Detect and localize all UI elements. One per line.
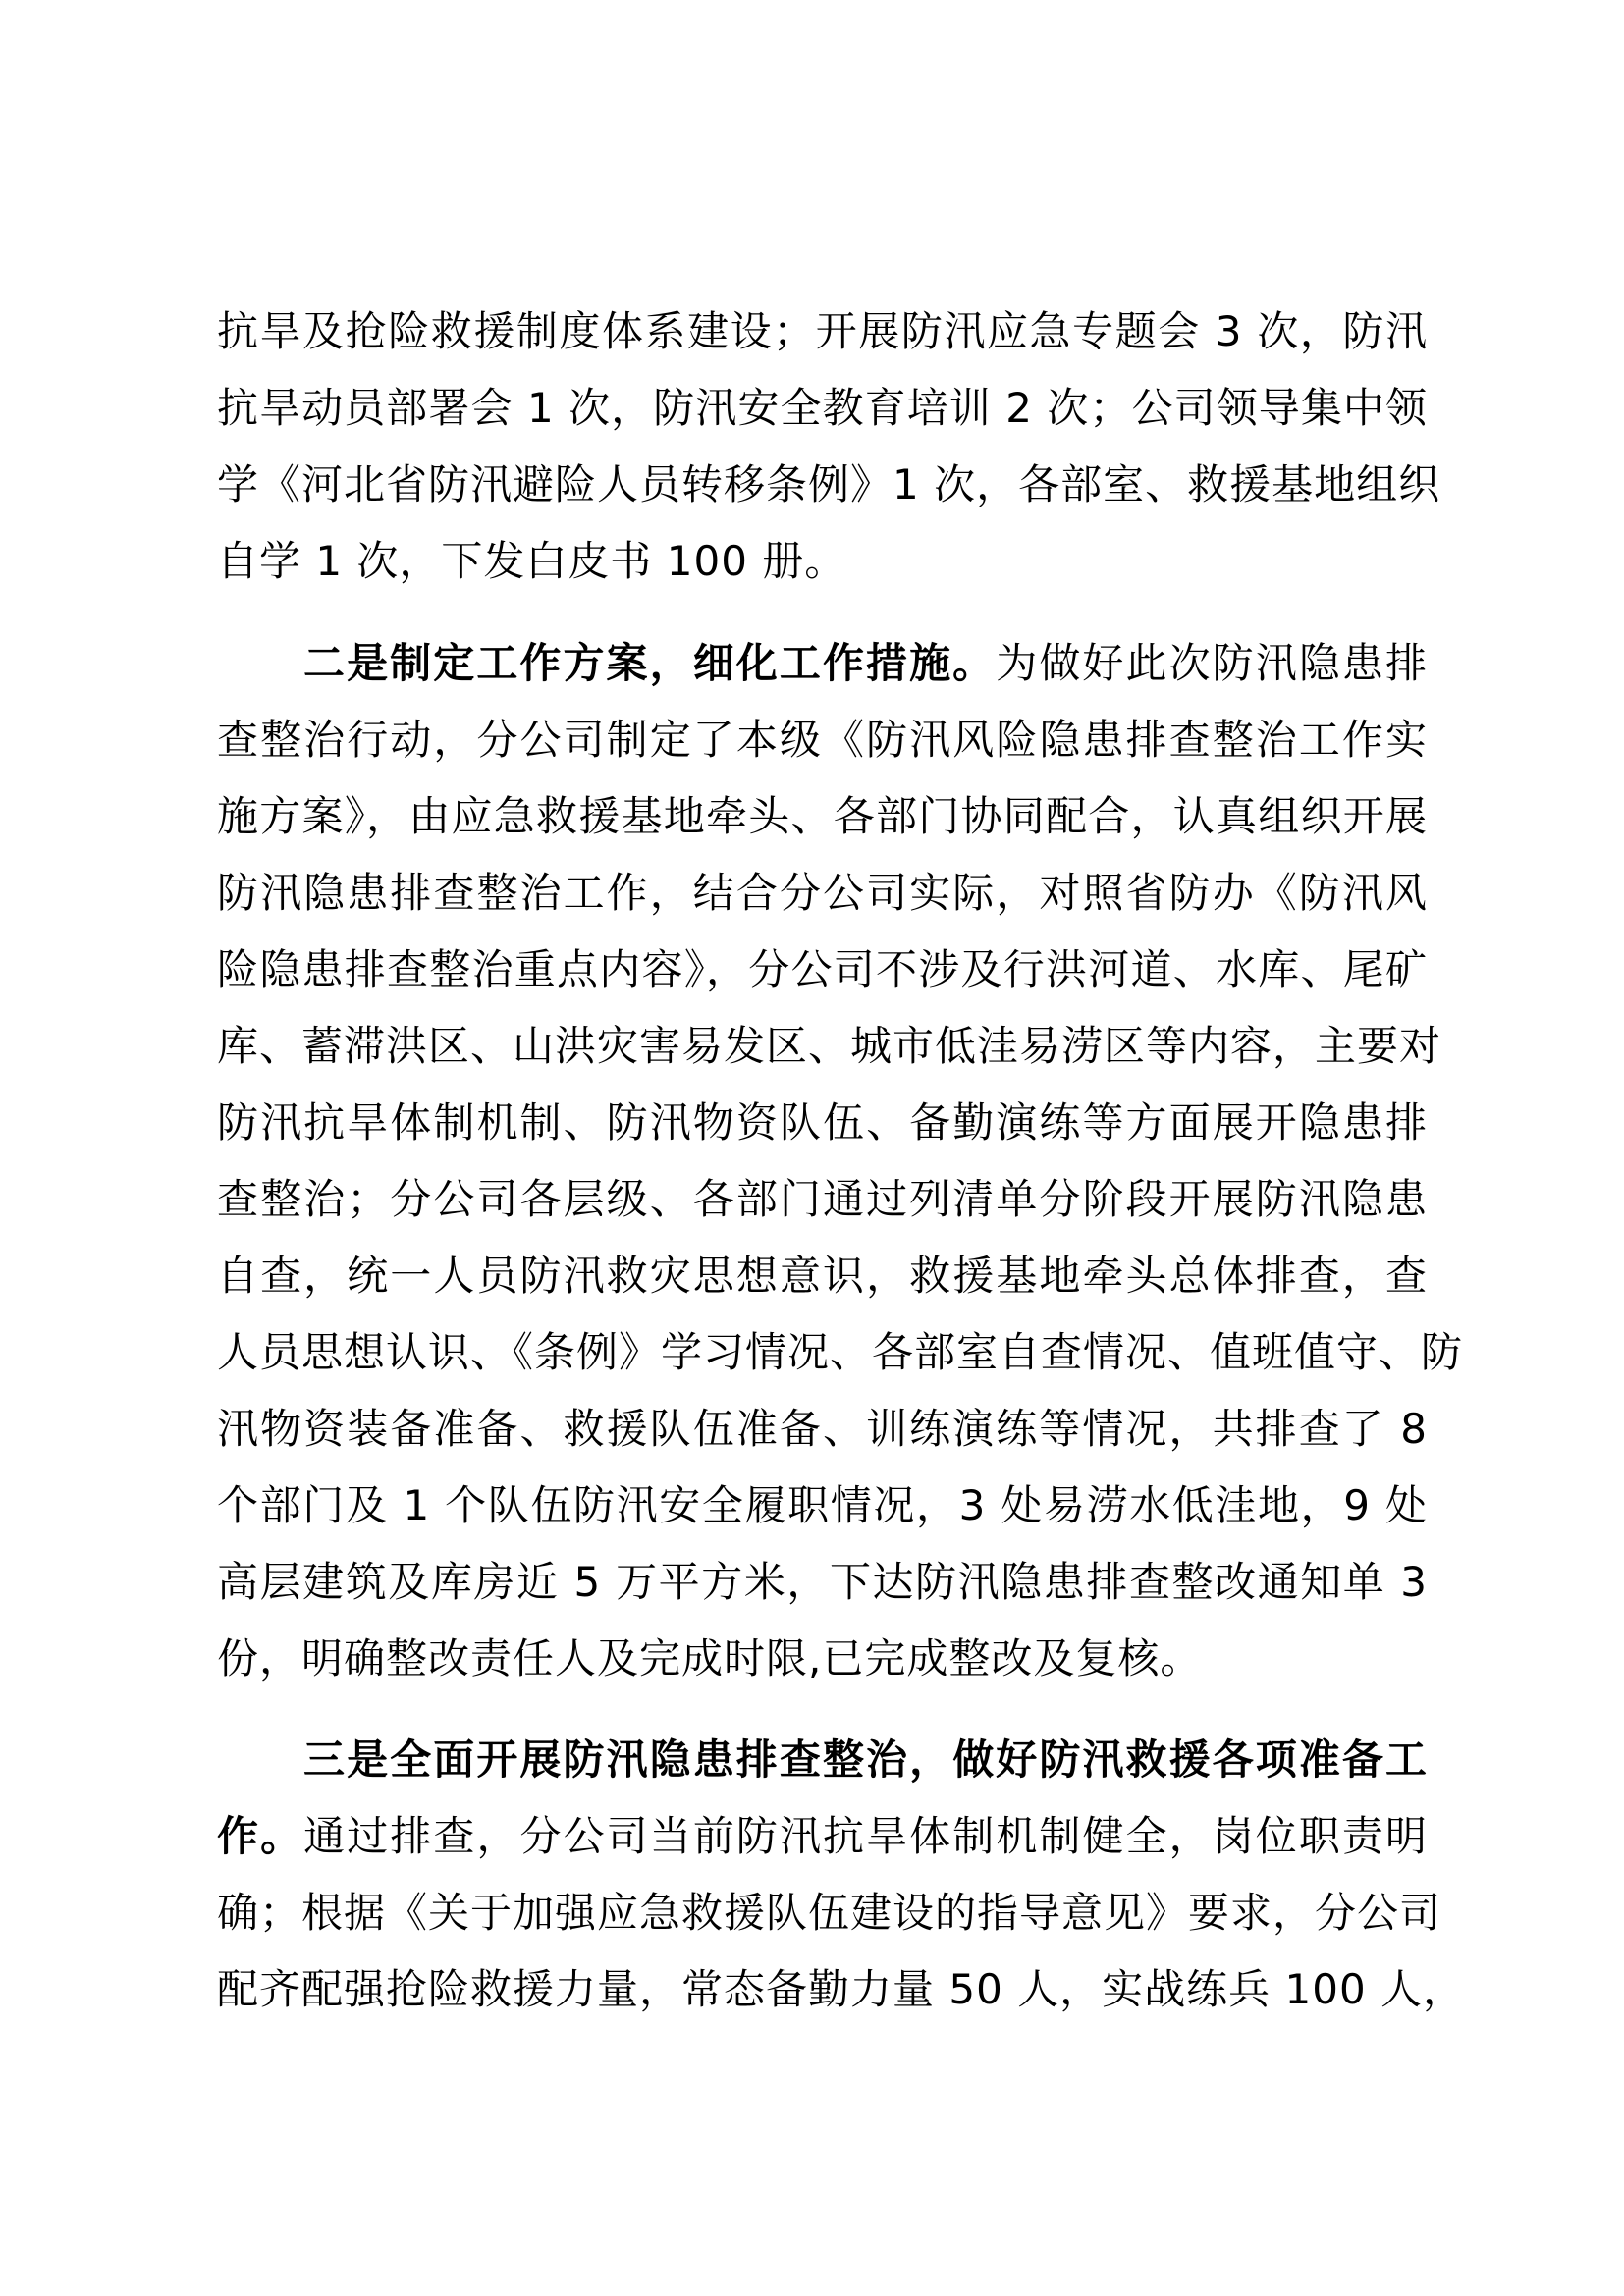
paragraph-2-first-line: [303, 625, 1428, 702]
paragraph-3-line: 确；根据《关于加强应急救援队伍建设的指导意见》要求，分公司: [217, 1889, 1442, 1937]
paragraph-2-heading: 二是制定工作方案，细化工作措施。: [303, 639, 997, 687]
paragraph-2-text: 为做好此次防汛隐患排: [996, 639, 1428, 687]
paragraph-2-line: 高层建筑及库房近 5 万平方米，下达防汛隐患排查整改通知单 3: [217, 1558, 1428, 1606]
paragraph-1-line: 学《河北省防汛避险人员转移条例》1 次，各部室、救援基地组织: [217, 460, 1441, 508]
paragraph-3-text: 通过排查，分公司当前防汛抗旱体制机制健全，岗位职责明: [303, 1812, 1428, 1860]
paragraph-2-line: 自查，统一人员防汛救灾思想意识，救援基地牵头总体排查，查: [217, 1252, 1428, 1300]
paragraph-1-line: 自学 1 次，下发白皮书 100 册。: [217, 537, 847, 585]
paragraph-3-heading: 三是全面开展防汛隐患排查整治，做好防汛救援各项准备工: [303, 1735, 1428, 1784]
paragraph-1-line: 抗旱动员部署会 1 次，防汛安全教育培训 2 次；公司领导集中领: [217, 384, 1428, 432]
paragraph-2-line: 库、蓄滞洪区、山洪灾害易发区、城市低洼易涝区等内容，主要对: [217, 1022, 1442, 1070]
paragraph-2-line: 人员思想认识、《条例》学习情况、各部室自查情况、值班值守、防: [217, 1328, 1464, 1376]
paragraph-3-second-line: [217, 1798, 1428, 1875]
paragraph-2-line: 查整治；分公司各层级、各部门通过列清单分阶段开展防汛隐患: [217, 1175, 1428, 1223]
paragraph-2-line: 防汛抗旱体制机制、防汛物资队伍、备勤演练等方面展开隐患排: [217, 1098, 1428, 1147]
paragraph-2-line: 查整治行动，分公司制定了本级《防汛风险隐患排查整治工作实: [217, 716, 1428, 764]
paragraph-2-line: 防汛隐患排查整治工作，结合分公司实际，对照省防办《防汛风: [217, 869, 1428, 917]
paragraph-2-line: 险隐患排查整治重点内容》，分公司不涉及行洪河道、水库、尾矿: [217, 945, 1428, 993]
paragraph-2-line: 施方案》，由应急救援基地牵头、各部门协同配合，认真组织开展: [217, 792, 1428, 840]
paragraph-2-line: 汛物资装备准备、救援队伍准备、训练演练等情况，共排查了 8: [217, 1405, 1428, 1453]
paragraph-2-line: 份，明确整改责任人及完成时限,已完成整改及复核。: [217, 1634, 1203, 1682]
paragraph-1-line: 抗旱及抢险救援制度体系建设；开展防汛应急专题会 3 次，防汛: [217, 307, 1428, 355]
paragraph-3-heading-end: 作。: [217, 1812, 304, 1860]
paragraph-2-line: 个部门及 1 个队伍防汛安全履职情况，3 处易涝水低洼地，9 处: [217, 1481, 1428, 1529]
paragraph-3-line: 配齐配强抢险救援力量，常态备勤力量 50 人，实战练兵 100 人，: [217, 1965, 1466, 2013]
